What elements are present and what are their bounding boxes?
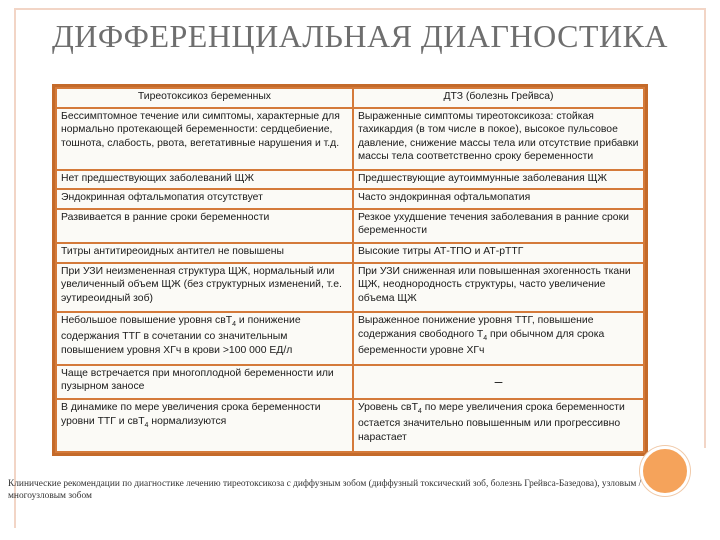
table-row <box>56 399 644 452</box>
cell-right <box>353 399 644 452</box>
subscript: 4 <box>483 334 488 342</box>
cell-text: и понижение содержания ТТГ в сочетании со значительным повышением уровня ХГч в крови >100 000 ЕД/л <box>61 315 301 356</box>
subscript: 4 <box>232 321 237 329</box>
cell-left <box>56 399 353 452</box>
cell-right <box>353 312 644 365</box>
comparison-table <box>55 87 645 453</box>
table-row <box>56 263 644 312</box>
table-row <box>56 108 644 170</box>
cell-left: Титры антитиреоидных антител не повышены <box>56 243 353 262</box>
table-row <box>56 365 644 399</box>
cell-left: Бессимптомное течение или симптомы, характерные для нормально протекающей беременности: сердцебиение, тошнота, слабость, рвота, вегетативные нарушения и т.д. <box>56 108 353 170</box>
cell-text: Выраженное понижение уровня ТТГ, повышение содержания свободного Т <box>357 315 594 340</box>
table-row <box>56 189 644 208</box>
cell-right: Резкое ухудшение течения заболевания в ранние сроки беременности <box>353 209 644 243</box>
cell-left: Эндокринная офтальмопатия отсутствует <box>56 189 353 208</box>
cell-text: при обычном для срока беременности уровне ХГч <box>357 328 605 356</box>
cell-left <box>56 312 353 365</box>
header-pregnancy-thyrotoxicosis: Тиреотоксикоз беременных <box>56 88 353 108</box>
cell-text: В динамике по мере увеличения срока беременности уровни ТТГ и свТ <box>61 402 321 427</box>
table-header-row <box>56 88 644 108</box>
cell-right: Часто эндокринная офтальмопатия <box>353 189 644 208</box>
cell-right-dash: – <box>353 365 644 399</box>
cell-right: Предшествующие аутоиммунные заболевания ЩЖ <box>353 170 644 189</box>
cell-left: Чаще встречается при многоплодной беременности или пузырном заносе <box>56 365 353 399</box>
frame-right-line <box>704 8 706 448</box>
subscript: 4 <box>417 408 422 416</box>
header-graves-disease: ДТЗ (болезнь Грейвса) <box>353 88 644 108</box>
cell-right: Выраженные симптомы тиреотоксикоза: стойкая тахикардия (в том числе в покое), высокое пульсовое давление, снижение массы тела или отсутствие прибавки массы тела соответственно сроку беременности <box>353 108 644 170</box>
table-row <box>56 209 644 243</box>
table-row <box>56 170 644 189</box>
cell-right: Высокие титры АТ-ТПО и АТ-рТТГ <box>353 243 644 262</box>
cell-text: по мере увеличения срока беременности остается значительно повышенным или прогрессивно нарастает <box>357 402 625 443</box>
cell-text: Небольшое повышение уровня свТ <box>61 315 233 327</box>
subscript: 4 <box>144 421 149 429</box>
cell-left: При УЗИ неизмененная структура ЩЖ, нормальный или увеличенный объем ЩЖ (без структурных изменений, т.е. эутиреоидный зоб) <box>56 263 353 312</box>
cell-left: Нет предшествующих заболеваний ЩЖ <box>56 170 353 189</box>
table-row <box>56 312 644 365</box>
source-caption: Клинические рекомендации по диагностике лечению тиреотоксикоза с диффузным зобом (диффузный токсический зоб, болезнь Грейвса-Базедова), узловым / многоузловым зобом <box>8 479 642 501</box>
frame-top-line <box>16 8 704 10</box>
cell-left: Развивается в ранние сроки беременности <box>56 209 353 243</box>
cell-text: Уровень свТ <box>357 402 418 414</box>
comparison-table-frame <box>52 84 648 456</box>
cell-right: При УЗИ сниженная или повышенная эхогенность ткани ЩЖ, неоднородность структуры, часто увеличение объема ЩЖ <box>353 263 644 312</box>
page-title: ДИФФЕРЕНЦИАЛЬНАЯ ДИАГНОСТИКА <box>51 18 669 54</box>
table-row <box>56 243 644 262</box>
cell-text: нормализуются <box>148 415 227 427</box>
frame-left-line <box>14 8 16 528</box>
